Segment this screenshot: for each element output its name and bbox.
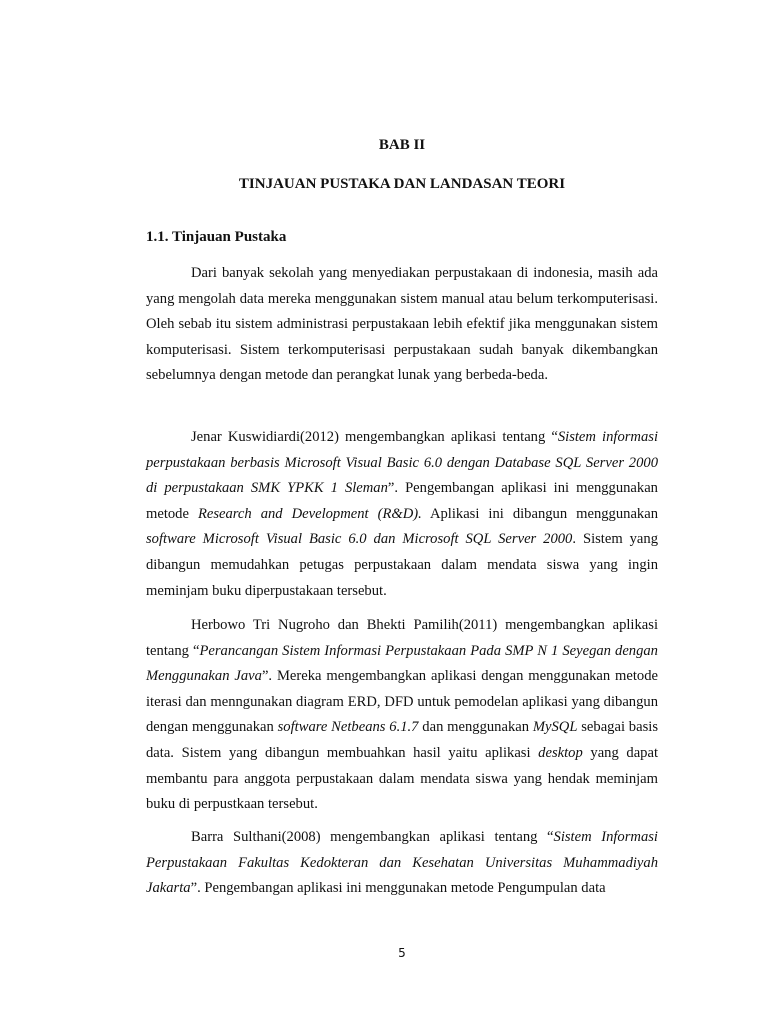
paragraph-2-italic-1: Sistem informasi perpustakaan berbasis Microsoft Visual Basic 6.0 dengan Database SQL Server 2000 di perpustakaan SMK YPKK 1 Sleman bbox=[146, 429, 658, 497]
chapter-number: BAB II bbox=[378, 137, 426, 153]
paragraph-2-text-4: . Sistem yang dibangun memudahkan petugas perpustakaan dalam mendata siswa yang ingin meminjam buku diperpustakaan tersebut. bbox=[146, 531, 658, 599]
paragraph-4-text-1: Barra Sulthani(2008) mengembangkan aplikasi tentang “ bbox=[191, 829, 554, 845]
paragraph-3-italic-2: software Netbeans 6.1.7 bbox=[277, 719, 419, 736]
chapter-title: TINJAUAN PUSTAKA DAN LANDASAN TEORI bbox=[238, 176, 566, 192]
paragraph-2-text-1: Jenar Kuswidiardi(2012) mengembangkan aplikasi tentang “ bbox=[191, 429, 558, 445]
paragraph-3-text-2: ”. Mereka mengembangkan aplikasi dengan menggunakan metode iterasi dan menngunakan diagram ERD, DFD untuk pemodelan aplikasi yang dibangun dengan menggunakan bbox=[146, 668, 659, 736]
paragraph-4 bbox=[146, 825, 658, 902]
paragraph-4-italic-1: Sistem Informasi Perpustakaan Fakultas Kedokteran dan Kesehatan Universitas Muhammadiyah Jakarta bbox=[146, 829, 658, 897]
paragraph-3-italic-4: desktop bbox=[538, 744, 583, 761]
paragraph-3-text-1: Herbowo Tri Nugroho dan Bhekti Pamilih(2011) mengembangkan aplikasi tentang “ bbox=[146, 617, 658, 659]
paragraph-3-italic-1: Perancangan Sistem Informasi Perpustakaan Pada SMP N 1 Seyegan dengan Menggunakan Java bbox=[146, 642, 658, 685]
page-number: 5 bbox=[398, 946, 406, 960]
paragraph-3-text-3: dan menggunakan bbox=[418, 719, 533, 736]
paragraph-2-text-2: ”. Pengembangan aplikasi ini menggunakan metode bbox=[146, 480, 658, 522]
paragraph-1-text: Dari banyak sekolah yang menyediakan perpustakaan di indonesia, masih ada yang mengolah data mereka menggunakan sistem manual atau belum terkomputerisasi. Oleh sebab itu sistem administrasi perpustakaan lebih efektif jika menggunakan sistem komputerisasi. Sistem terkomputerisasi perpustakaan sudah banyak dikembangkan sebelumnya dengan metode dan perangkat lunak yang berbeda-beda. bbox=[146, 265, 658, 384]
paragraph-2-italic-2: Research and Development (R&D). bbox=[197, 505, 422, 522]
paragraph-2-italic-3: software Microsoft Visual Basic 6.0 dan Microsoft SQL Server 2000 bbox=[146, 531, 573, 548]
paragraph-2 bbox=[146, 425, 658, 604]
paragraph-3-text-4: sebagai basis data. Sistem yang dibangun membuahkan hasil yaitu aplikasi bbox=[146, 719, 658, 761]
paragraph-1 bbox=[146, 261, 658, 389]
paragraph-3 bbox=[146, 613, 658, 818]
paragraph-4-text-2: ”. Pengembangan aplikasi ini menggunakan metode Pengumpulan data bbox=[190, 880, 606, 897]
paragraph-2-text-3: Aplikasi ini dibangun menggunakan bbox=[421, 505, 658, 522]
paragraph-3-italic-3: MySQL bbox=[532, 719, 578, 736]
section-heading: 1.1. Tinjauan Pustaka bbox=[146, 229, 287, 245]
paragraph-3-text-5: yang dapat membantu para anggota perpustakaan dalam mendata siswa yang hendak meminjam buku di perpustkaan tersebut. bbox=[146, 744, 658, 813]
